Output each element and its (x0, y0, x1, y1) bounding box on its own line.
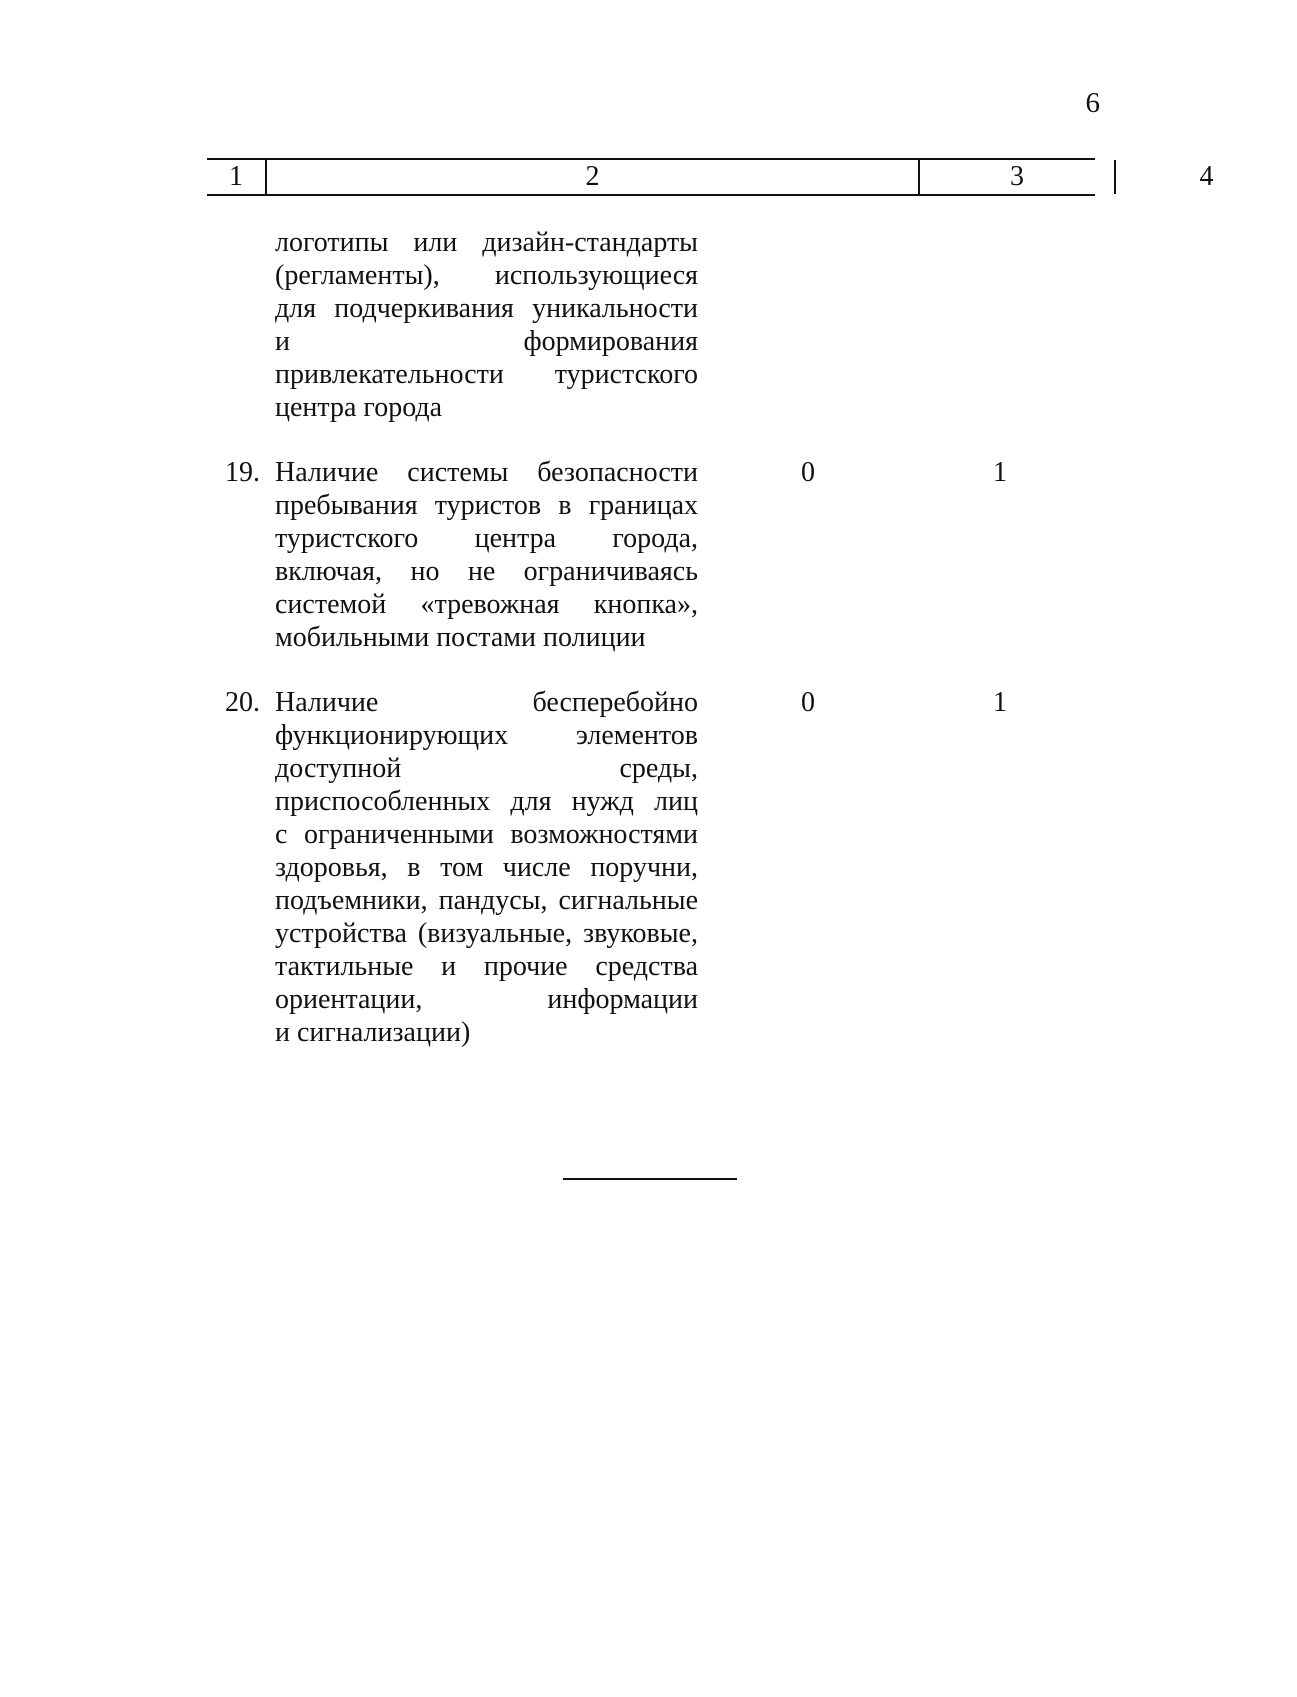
text-line: для подчеркивания уникальности (275, 293, 698, 324)
text-line: и сигнализации) (275, 1017, 471, 1048)
header-cell-2: 2 (585, 161, 600, 192)
row-description (275, 686, 698, 1049)
end-of-document-line (563, 1178, 737, 1180)
row-value-col4: 1 (993, 687, 1007, 718)
text-line: и формирования (275, 326, 698, 357)
text-line: системой «тревожная кнопка», (275, 589, 698, 620)
text-line: здоровья, в том числе поручни, (275, 852, 698, 883)
text-line: центра города (275, 392, 443, 423)
row-number: 20. (225, 687, 260, 718)
page-number: 6 (1085, 87, 1100, 119)
text-line: Наличие системы безопасности (275, 457, 698, 488)
table-header (207, 158, 1214, 196)
text-line: Наличие бесперебойно (275, 687, 698, 718)
text-line: пребывания туристов в границах (275, 490, 698, 521)
text-line: функционирующих элементов (275, 720, 698, 751)
text-line: привлекательности туристского (275, 359, 698, 390)
row-value-col4: 1 (993, 457, 1007, 488)
row-value-col3: 0 (801, 457, 815, 488)
row-description (275, 456, 698, 654)
row-number: 19. (225, 457, 260, 488)
text-line: приспособленных для нужд лиц (275, 786, 698, 817)
header-cell-1: 1 (229, 161, 243, 192)
continuation-text (275, 226, 698, 424)
text-line: устройства (визуальные, звуковые, (275, 918, 698, 949)
text-line: (регламенты), использующиеся (275, 260, 698, 291)
text-line: доступной среды, (275, 753, 698, 784)
header-cell-3: 3 (1010, 161, 1024, 192)
header-cell-4: 4 (1199, 161, 1214, 192)
text-line: тактильные и прочие средства (275, 951, 698, 982)
text-line: мобильными постами полиции (275, 622, 646, 653)
text-line: включая, но не ограничиваясь (275, 556, 698, 587)
text-line: логотипы или дизайн-стандарты (275, 227, 698, 258)
text-line: с ограниченными возможностями (275, 819, 698, 850)
row-value-col3: 0 (801, 687, 815, 718)
text-line: подъемники, пандусы, сигнальные (275, 885, 698, 916)
text-line: ориентации, информации (275, 984, 698, 1015)
text-line: туристского центра города, (275, 523, 698, 554)
